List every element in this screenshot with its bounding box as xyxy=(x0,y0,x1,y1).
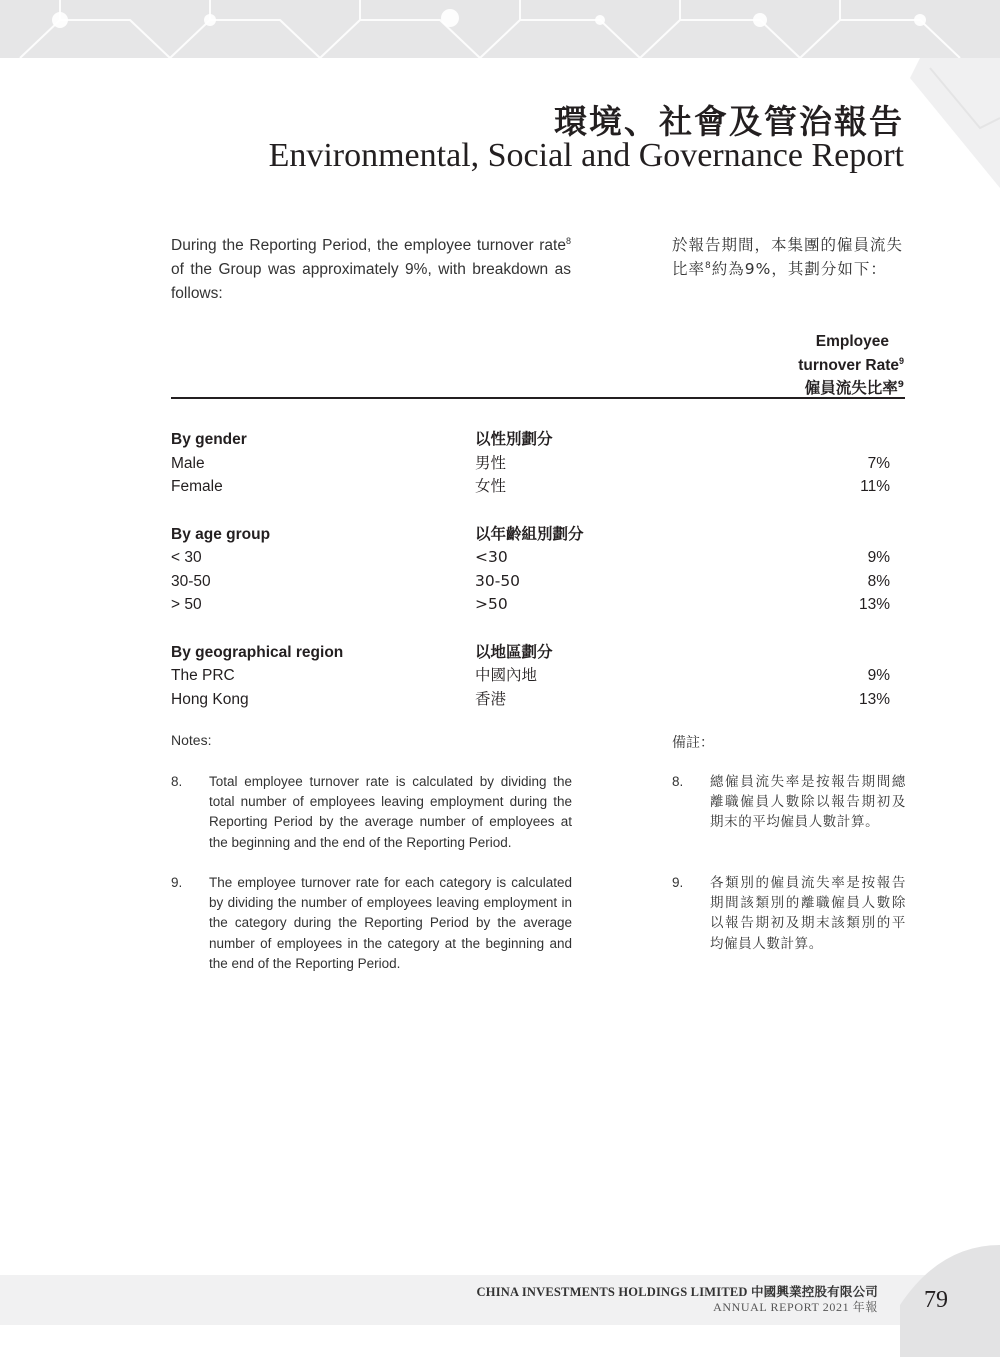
row-label-en: Female xyxy=(171,478,223,495)
turnover-rate-column-header xyxy=(684,330,904,401)
group-label-en: By age group xyxy=(171,525,271,543)
note-9-zh xyxy=(672,873,906,955)
note-text: Total employee turnover rate is calculated by dividing the total number of employees leaving employment during the Reporting Period by the average number of employees at the beginning and the end of the Reporting Period. xyxy=(209,774,572,850)
col-head-en-line1: Employee xyxy=(815,333,889,350)
footer-company-zh: 中國興業控股有限公司 xyxy=(750,1284,878,1299)
note-number: 8. xyxy=(171,774,183,789)
group-label-en: By gender xyxy=(171,431,247,448)
group-header-row xyxy=(171,428,890,452)
table-row xyxy=(171,593,890,617)
note-9-en xyxy=(171,873,572,975)
row-value: 7% xyxy=(867,454,890,472)
notes-label-en: Notes: xyxy=(171,732,212,748)
group-age xyxy=(171,523,890,617)
row-label-zh: 女性 xyxy=(475,477,507,495)
row-label-zh: 中國內地 xyxy=(475,666,538,684)
header-decoration-band xyxy=(0,0,1000,58)
note-text: 總僱員流失率是按報告期間總離職僱員人數除以報告期初及期末的平均僱員人數計算。 xyxy=(710,774,906,831)
intro-paragraph-chinese xyxy=(672,233,906,281)
footer-report-en: ANNUAL REPORT 2021 xyxy=(713,1300,850,1314)
group-gender xyxy=(171,428,890,499)
page-number: 79 xyxy=(924,1287,948,1313)
row-label-zh: >50 xyxy=(475,595,508,613)
intro-zh-text-2: 約為9%，其劃分如下： xyxy=(711,260,887,278)
col-head-zh: 僱員流失比率 xyxy=(804,379,898,397)
corner-decoration xyxy=(890,58,1000,198)
footer-company-en: CHINA INVESTMENTS HOLDINGS LIMITED xyxy=(476,1285,748,1299)
intro-en-text-2: of the Group was approximately 9%, with breakdown as follows: xyxy=(171,261,571,302)
row-label-zh: <30 xyxy=(475,548,508,566)
row-label-en: > 50 xyxy=(171,596,202,613)
note-number: 8. xyxy=(672,774,684,789)
group-label-en: By geographical region xyxy=(171,643,344,661)
note-text: The employee turnover rate for each category is calculated by dividing the number of employees leaving employment in the category during the Reporting Period by the average number of employees in the category at the beginning and the end of the Reporting Period. xyxy=(209,875,572,971)
notes-label-zh: 備註： xyxy=(672,735,714,751)
table-header-rule xyxy=(171,397,905,399)
group-label-zh: 以性別劃分 xyxy=(475,430,553,448)
intro-zh-text-1: 於報告期間，本集團的僱員流失比率 xyxy=(672,236,904,278)
row-label-en: Male xyxy=(171,454,205,472)
footer-report-zh: 年報 xyxy=(852,1300,878,1314)
note-8-zh xyxy=(672,772,906,834)
group-label-zh: 以年齡組別劃分 xyxy=(475,524,584,543)
footnote-ref-8-zh: 8 xyxy=(705,260,712,271)
turnover-table xyxy=(171,428,890,735)
group-header-row xyxy=(171,523,890,547)
group-header-row xyxy=(171,641,890,665)
intro-paragraph-english xyxy=(171,234,571,306)
note-8-en xyxy=(171,772,572,854)
row-label-en: 30-50 xyxy=(171,572,211,590)
row-label-en: < 30 xyxy=(171,549,202,566)
row-label-zh: 30-50 xyxy=(475,571,521,590)
row-label-zh: 男性 xyxy=(475,453,507,472)
table-row xyxy=(171,475,890,499)
table-row xyxy=(171,546,890,570)
footer-company-info xyxy=(477,1284,878,1314)
row-label-en: The PRC xyxy=(171,667,235,684)
note-number: 9. xyxy=(672,875,684,890)
hexagon-pattern xyxy=(0,0,1000,58)
col-head-footnote-ref: 9 xyxy=(898,355,904,366)
table-row xyxy=(171,570,890,594)
footnote-ref-8: 8 xyxy=(565,235,571,246)
note-number: 9. xyxy=(171,875,183,890)
row-value: 13% xyxy=(858,690,890,708)
group-label-zh: 以地區劃分 xyxy=(475,642,553,661)
intro-en-text-1: During the Reporting Period, the employee turnover rate xyxy=(171,237,566,254)
report-title-chinese: 環境、社會及管治報告 xyxy=(554,102,904,141)
row-value: 11% xyxy=(860,478,890,495)
row-value: 8% xyxy=(867,572,890,590)
col-head-en-line2: turnover Rate xyxy=(798,356,899,374)
report-title-english: Environmental, Social and Governance Report xyxy=(268,137,904,174)
table-row xyxy=(171,688,890,712)
row-value: 13% xyxy=(858,596,890,613)
group-region xyxy=(171,641,890,712)
note-text: 各類別的僱員流失率是按報告期間該類別的離職僱員人數除以報告期初及期末該類別的平均僱員人數計算。 xyxy=(710,875,906,952)
row-label-en: Hong Kong xyxy=(171,690,249,708)
row-value: 9% xyxy=(867,667,890,684)
table-row xyxy=(171,664,890,688)
footer-corner-decoration xyxy=(900,1245,1000,1357)
row-value: 9% xyxy=(867,549,890,566)
row-label-zh: 香港 xyxy=(475,689,507,708)
col-head-zh-footnote-ref: 9 xyxy=(897,379,904,390)
table-row xyxy=(171,452,890,476)
